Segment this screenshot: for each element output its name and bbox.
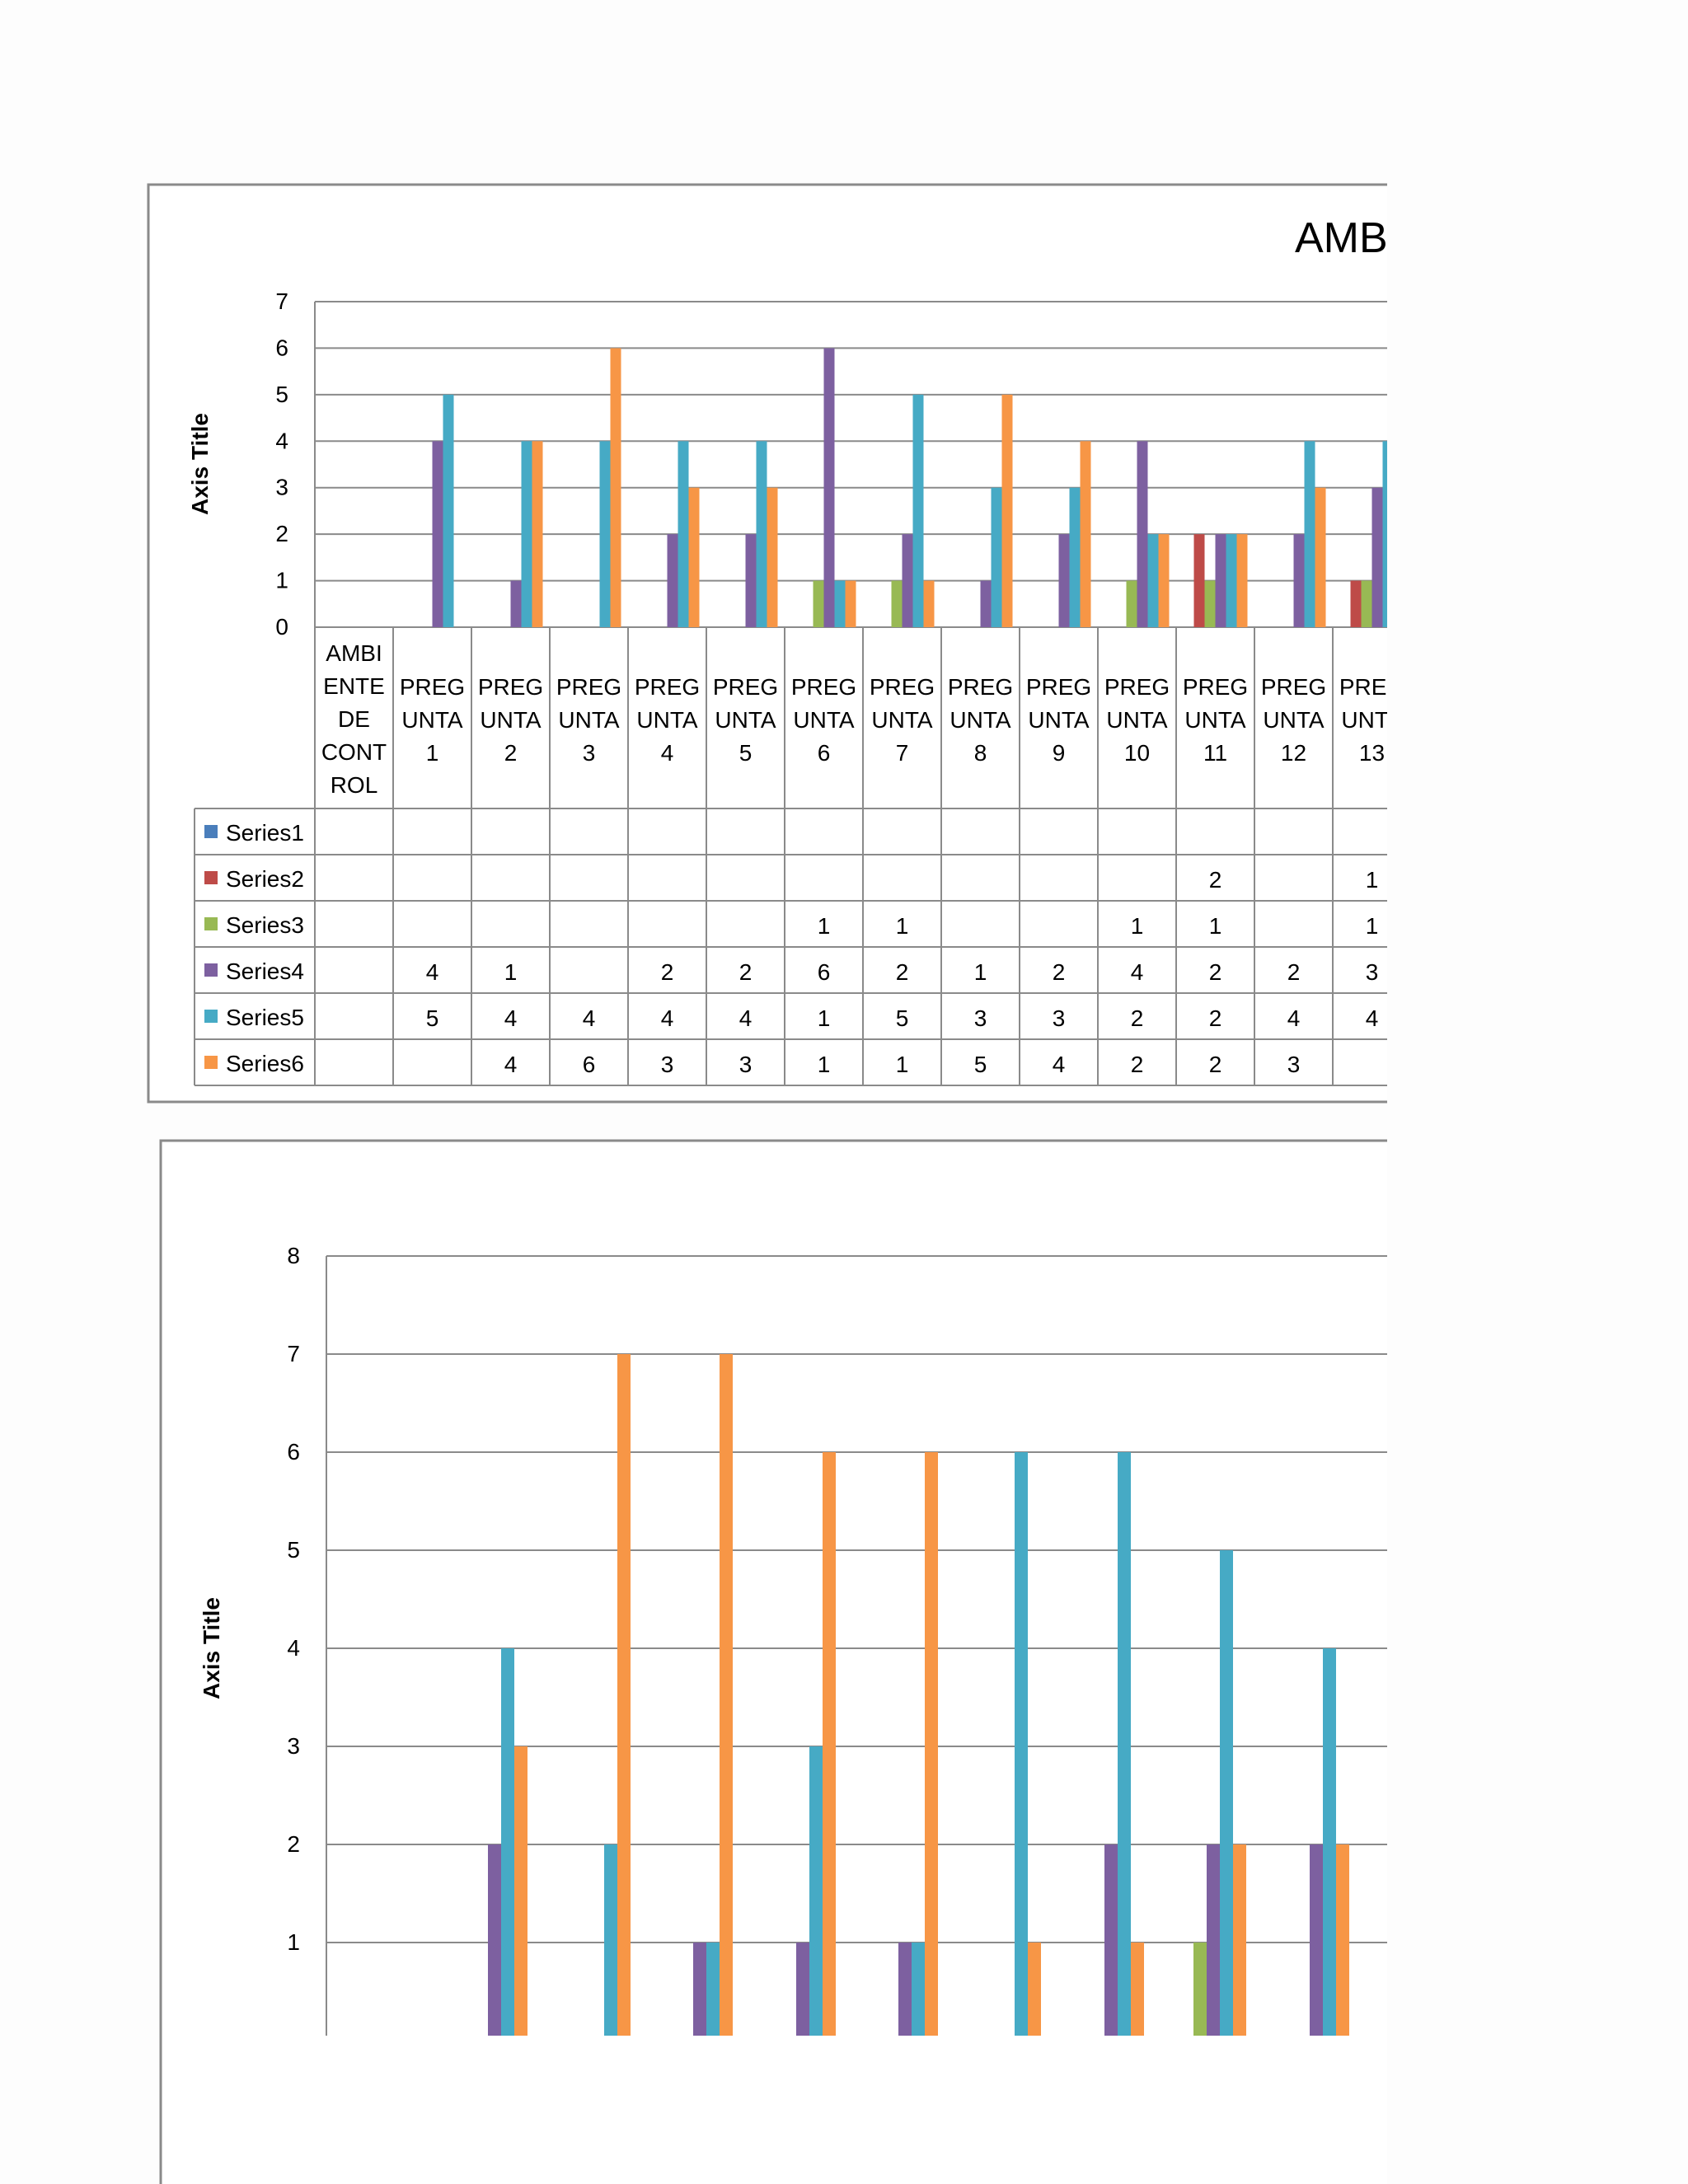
bar-series5 [1070,488,1081,627]
y-tick-label: 5 [287,1537,300,1563]
table-value: 1 [1130,913,1144,939]
bar-series5 [992,488,1002,627]
table-value: 3 [1287,1052,1301,1077]
table-value: 2 [660,959,674,985]
category-label: PREG [477,674,544,700]
bar-series5 [443,395,454,627]
category-label: 7 [895,740,909,766]
bar-series3 [814,581,824,627]
category-label: PREG [947,674,1014,700]
table-value: 5 [973,1052,987,1077]
table-value: 4 [1287,1005,1301,1031]
category-label: ENTE [323,673,385,699]
category-label: 11 [1203,740,1228,766]
bar-series6 [846,581,856,627]
table-value: 2 [1208,1052,1222,1077]
table-value: 3 [973,1005,987,1031]
bar [1323,1648,1336,2036]
category-label: UNTA [1263,707,1325,733]
y-tick-label: 6 [275,335,288,361]
bar-series5 [1226,534,1237,627]
table-value: 2 [1130,1005,1144,1031]
bar-series2 [1351,581,1362,627]
category-label: PREG [1260,674,1327,700]
bar-series5 [1148,534,1159,627]
bar-series3 [1205,581,1216,627]
bar [617,1354,631,2036]
bar-series5 [1383,441,1388,627]
bar [823,1452,836,2036]
category-label: 1 [425,740,439,766]
table-value: 4 [1052,1052,1066,1077]
table-value: 4 [1130,959,1144,985]
bar [1336,1844,1349,2036]
bar-series6 [924,581,935,627]
bar [898,1943,912,2036]
table-value: 1 [817,913,831,939]
bar [912,1943,925,2036]
legend-key-series3 [204,917,218,930]
table-value: 2 [1208,1005,1222,1031]
table-value: 1 [1208,913,1222,939]
table-value: 1 [973,959,987,985]
category-label: UNTA [1106,707,1168,733]
table-value: 1 [895,913,909,939]
bar-series4 [511,581,522,627]
category-label: PREG [1025,674,1092,700]
bar [796,1943,809,2036]
bar [693,1943,706,2036]
table-value: 5 [895,1005,909,1031]
bar [1233,1844,1246,2036]
bar-series3 [1362,581,1372,627]
table-value: 4 [1365,1005,1379,1031]
bar-series6 [1159,534,1170,627]
legend-key-series2 [204,871,218,884]
bar [720,1354,733,2036]
bar-series3 [892,581,903,627]
bar [501,1648,514,2036]
table-value: 1 [504,959,518,985]
table-value: 1 [1365,867,1379,893]
category-label: 4 [660,740,674,766]
category-label: 13 [1358,740,1386,766]
category-label: 10 [1123,740,1151,766]
category-label: 3 [582,740,596,766]
y-tick-label: 0 [275,614,288,640]
category-label: PREG [712,674,779,700]
category-label: PREG [399,674,466,700]
bar [1104,1844,1118,2036]
bar [1118,1452,1131,2036]
bar-series4 [433,441,443,627]
legend-key-series4 [204,963,218,977]
y-tick-label: 7 [287,1341,300,1366]
category-label: PREG [1339,674,1405,700]
bar-series6 [767,488,778,627]
table-value: 4 [504,1005,518,1031]
table-value: 2 [1130,1052,1144,1077]
bar-series6 [611,348,621,627]
category-label: ROL [330,772,378,798]
y-tick-label: 8 [287,1243,300,1268]
y-tick-label: 4 [275,428,288,454]
y-tick-label: 1 [275,567,288,593]
y-tick-label: 2 [275,521,288,547]
y-tick-label: 3 [287,1733,300,1759]
category-label: 8 [973,740,987,766]
table-value: 2 [1287,959,1301,985]
category-label: 12 [1280,740,1307,766]
bar-series5 [1305,441,1315,627]
category-label: UNTA [1341,707,1403,733]
bar [706,1943,720,2036]
category-label: 2 [504,740,518,766]
bar-series5 [522,441,532,627]
category-label: CONT [321,739,387,765]
bar-series6 [689,488,700,627]
bar-series6 [1081,441,1091,627]
chart-title: AMB [1295,214,1388,262]
table-value: 1 [895,1052,909,1077]
bar [925,1452,938,2036]
table-value: 5 [425,1005,439,1031]
legend-label: Series6 [226,1051,304,1076]
bar-series3 [1127,581,1137,627]
table-value: 4 [504,1052,518,1077]
bar-series4 [746,534,757,627]
bar-series5 [757,441,767,627]
bar-series4 [903,534,913,627]
category-label: UNTA [715,707,776,733]
bar-series4 [1372,488,1383,627]
legend-label: Series2 [226,866,304,892]
bar [1028,1943,1041,2036]
category-label: PREG [790,674,857,700]
category-label: UNTA [1184,707,1246,733]
y-tick-label: 2 [287,1831,300,1857]
y-tick-label: 1 [287,1929,300,1955]
table-value: 3 [660,1052,674,1077]
category-label: 6 [817,740,831,766]
legend-label: Series3 [226,912,304,938]
table-value: 4 [582,1005,596,1031]
bar-series4 [668,534,678,627]
bar [514,1746,528,2036]
legend-label: Series1 [226,820,304,846]
legend-key-series5 [204,1010,218,1023]
bar-series5 [678,441,689,627]
category-label: UNTA [950,707,1011,733]
table-value: 1 [1365,913,1379,939]
y-tick-label: 3 [275,474,288,500]
y-tick-label: 4 [287,1635,300,1661]
bar [1193,1943,1207,2036]
y-tick-label: 5 [275,381,288,407]
category-label: UNTA [871,707,933,733]
table-value: 4 [660,1005,674,1031]
bar-series4 [1216,534,1226,627]
legend-key-series6 [204,1056,218,1069]
table-value: 3 [738,1052,753,1077]
category-label: UNTA [1028,707,1090,733]
bar-series2 [1194,534,1205,627]
table-value: 6 [817,959,831,985]
y-axis-title: Axis Title [199,1597,224,1699]
table-value: 2 [895,959,909,985]
category-label: UNTA [636,707,698,733]
table-value: 4 [425,959,439,985]
y-axis-title: Axis Title [187,413,213,515]
legend-label: Series4 [226,958,304,984]
table-value: 2 [1208,959,1222,985]
bar-series6 [1315,488,1326,627]
bar-series6 [1237,534,1248,627]
category-label: 5 [738,740,753,766]
bar-series5 [913,395,924,627]
category-label: PREG [1104,674,1170,700]
category-label: DE [338,706,370,732]
table-value: 3 [1365,959,1379,985]
y-tick-label: 7 [275,288,288,314]
chart-2 [161,1141,1387,2184]
category-label: PREG [869,674,935,700]
bar-series5 [835,581,846,627]
bar [488,1844,501,2036]
category-label: PREG [1182,674,1249,700]
bar-series4 [1137,441,1148,627]
bar-series6 [1002,395,1013,627]
table-value: 6 [582,1052,596,1077]
bar [809,1746,823,2036]
table-value: 3 [1052,1005,1066,1031]
bar-series6 [532,441,543,627]
category-label: UNTA [401,707,463,733]
bar [1220,1550,1233,2036]
category-label: UNTA [480,707,542,733]
category-label: UNTA [558,707,620,733]
category-label: PREG [634,674,701,700]
table-value: 2 [1052,959,1066,985]
category-label: AMBI [326,640,382,666]
table-value: 4 [738,1005,753,1031]
bar [1310,1844,1323,2036]
y-tick-label: 6 [287,1439,300,1465]
category-label: PREG [556,674,622,700]
bar [1015,1452,1028,2036]
table-value: 2 [738,959,753,985]
bar [1131,1943,1144,2036]
category-label: 9 [1052,740,1066,766]
bar-series4 [1059,534,1070,627]
bar [604,1844,617,2036]
chart-1 [148,185,1405,1102]
legend-label: Series5 [226,1005,304,1030]
bar-series4 [981,581,992,627]
bar [1207,1844,1220,2036]
table-value: 1 [817,1052,831,1077]
bar-series5 [600,441,611,627]
table-value: 2 [1208,867,1222,893]
bar-series4 [1294,534,1305,627]
category-label: UNTA [793,707,855,733]
bar-series4 [824,348,835,627]
table-value: 1 [817,1005,831,1031]
legend-key-series1 [204,825,218,838]
